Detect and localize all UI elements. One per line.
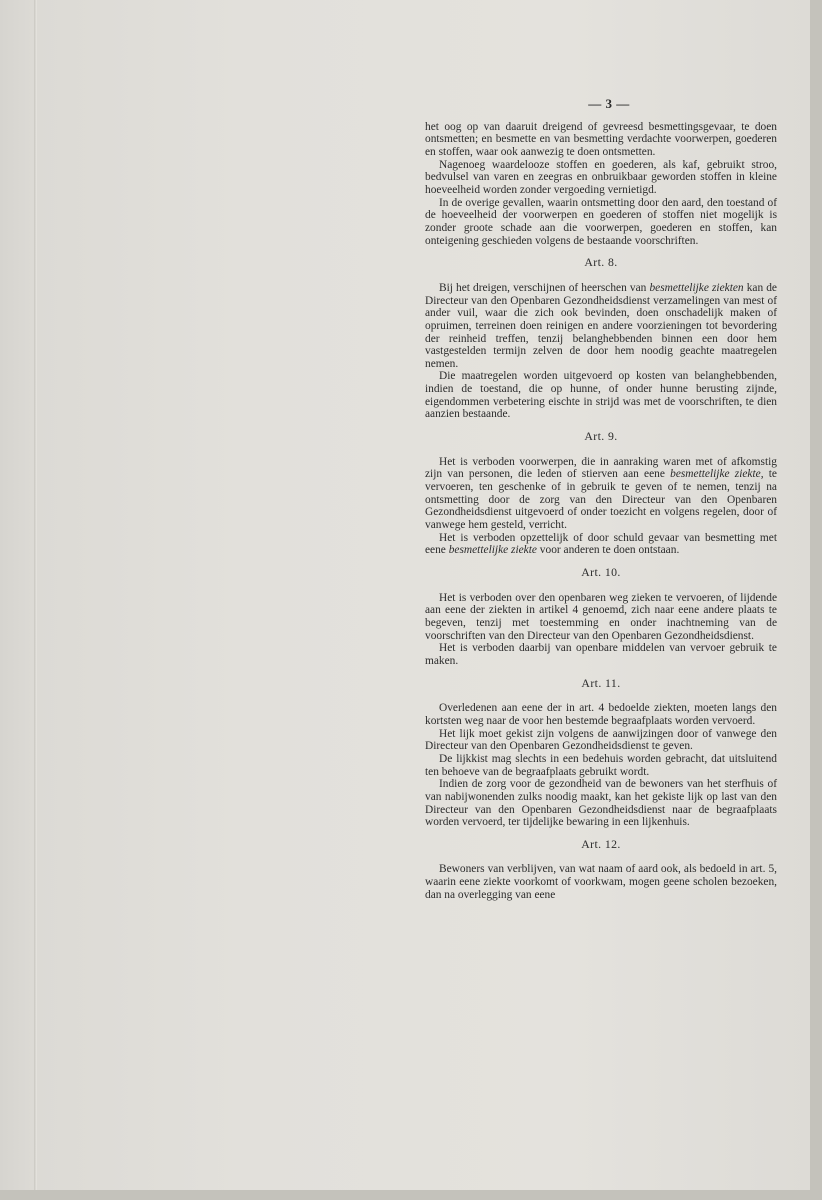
intro-paragraph-1: het oog op van daaruit dreigend of gevreesd besmettingsgevaar, te doen ontsmetten; en besmette en van besmetting verdachte voorwerpen, goederen en stoffen, waar ook aanwezig te doen ontsmetten. xyxy=(425,120,777,158)
article-10-heading: Art. 10. xyxy=(581,565,621,579)
article-8-paragraph-2: Die maatregelen worden uitgevoerd op kosten van belanghebbenden, indien de toestand, die op hunne, of onder hunne berusting zijnde, eigendommen verbetering eischte in strijd was met de voorschriften, te dien aanzien bestaande. xyxy=(425,370,777,421)
article-12-heading: Art. 12. xyxy=(581,836,621,851)
article-8-paragraph-1: Bij het dreigen, verschijnen of heerschen van besmettelijke ziekten kan de Directeur van den Openbaren Gezondheidsdienst verzamelingen van mest of ander vuil, waar die zich ook bevinden, doen onschadelijk maken of opruimen, terreinen doen reinigen en andere voorzieningen tot bevordering der reinheid treffen, tenzij belanghebbenden binnen een door hem vastgestelden termijn zelven de door hem noodig geachte maatregelen nemen. xyxy=(425,281,777,370)
article-10-paragraph-2: Het is verboden daarbij van openbare middelen van vervoer gebruik te maken. xyxy=(425,642,777,667)
article-11-paragraph-2: Het lijk moet gekist zijn volgens de aanwijzingen door of vanwege den Directeur van den Openbaren Gezondheidsdienst te geven. xyxy=(425,727,777,753)
emphasis-text: besmettelijke ziekten xyxy=(649,281,744,294)
page-fold xyxy=(34,0,37,1190)
intro-paragraph-3: In de overige gevallen, waarin ontsmetting door den aard, den toestand of de hoeveelheid der voorwerpen en goederen of stoffen niet mogelijk is zonder groote schade aan die voorwerpen, goederen en stoffen, kan onteigening geschieden volgens de bestaande voorschriften. xyxy=(425,196,777,247)
article-12-paragraph-1: Bewoners van verblijven, van wat naam of aard ook, als bedoeld in art. 5, waarin eene ziekte voorkomt of voorkwam, mogen geene scholen bezoeken, dan na overlegging van eene xyxy=(425,863,777,901)
article-9-paragraph-2: Het is verboden opzettelijk of door schuld gevaar van besmetting met eene besmettelijke ziekte voor anderen te doen ontstaan. xyxy=(425,531,777,557)
article-10-paragraph-1: Het is verboden over den openbaren weg zieken te vervoeren, of lijdende aan eene der ziekten in artikel 4 genoemd, zich naar eene andere plaats te begeven, tenzij met toestemming en onder inachtneming van de voorschriften van den Directeur van den Openbaren Gezondheidsdienst. xyxy=(425,591,777,642)
article-9-heading: Art. 9. xyxy=(584,429,618,444)
page-number: — 3 — xyxy=(588,96,630,111)
article-11-heading: Art. 11. xyxy=(581,675,621,690)
article-11-paragraph-4: Indien de zorg voor de gezondheid van de bewoners van het sterfhuis of van nabijwonenden zulks noodig maakt, kan het gekiste lijk op last van den Directeur van den Openbaren Gezondheidsdienst naar de begraafplaats worden vervoerd, ter tijdelijke bewaring in een lijkenhuis. xyxy=(425,778,777,829)
intro-paragraph-2: Nagenoeg waardelooze stoffen en goederen, als kaf, gebruikt stroo, bedvulsel van varen en zeegras en onbruikbaar geworden stoffen in kleine hoeveelheid worden zonder vergoeding vernietigd. xyxy=(425,158,777,196)
emphasis-text: besmettelijke ziekte, xyxy=(670,468,764,481)
text-column xyxy=(425,98,777,901)
article-8-heading: Art. 8. xyxy=(584,255,618,270)
article-11-paragraph-3: De lijkkist mag slechts in een bedehuis worden gebracht, dat uitsluitend ten behoeve van de begraafplaats gebruikt wordt. xyxy=(425,752,777,778)
emphasis-text: besmettelijke ziekte xyxy=(448,544,537,557)
article-11-paragraph-1: Overledenen aan eene der in art. 4 bedoelde ziekten, moeten langs den kortsten weg naar de voor hen bestemde begraafplaats worden vervoerd. xyxy=(425,702,777,727)
article-9-paragraph-1: Het is verboden voorwerpen, die in aanraking waren met of afkomstig zijn van personen, die leden of stierven aan eene besmettelijke ziekte, te vervoeren, ten geschenke of in gebruik te geven of te nemen, tenzij na ontsmetting door de zorg van den Directeur van den Openbaren Gezondheidsdienst uitgevoerd of onder toezicht en volgens regelen, door of vanwege hem gesteld, verricht. xyxy=(425,455,777,532)
paper-edge-right xyxy=(810,0,822,1200)
paper-edge-bottom xyxy=(0,1190,822,1200)
